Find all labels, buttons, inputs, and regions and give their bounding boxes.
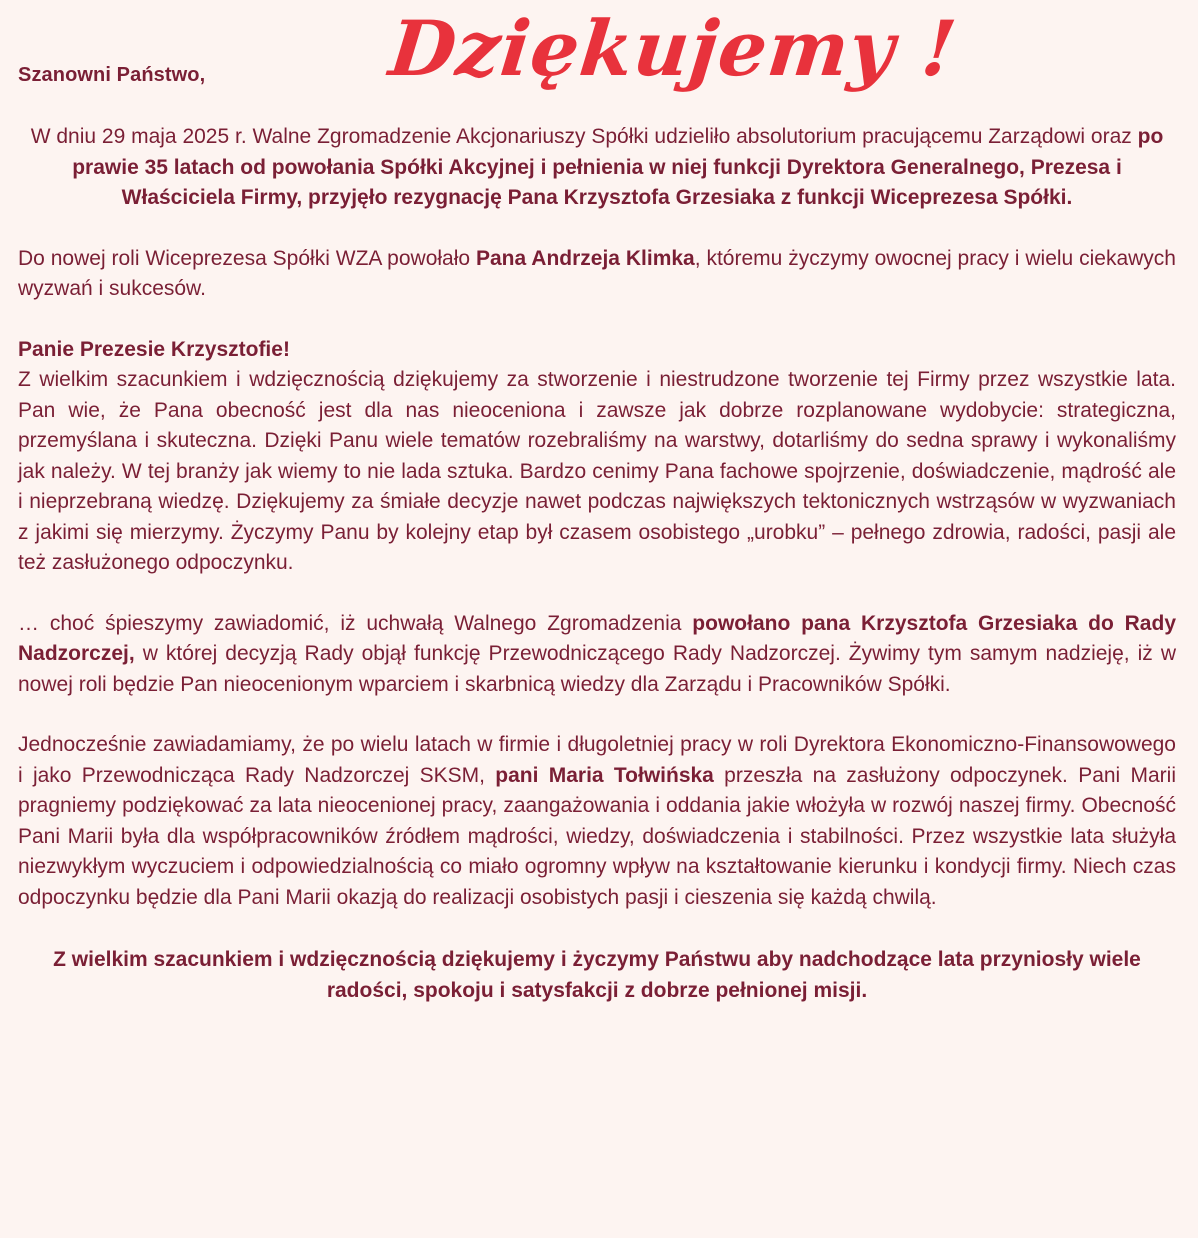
board-bold: powołano pana Krzysztofa Grzesiaka do Rady Nadzorczej,	[18, 611, 1176, 665]
appointment-tail: , któremu życzymy owocnej pracy i wielu ciekawych wyzwań i sukcesów.	[18, 246, 1176, 300]
board-lead: … choć śpieszymy zawiadomić, iż uchwałą Walnego Zgromadzenia	[18, 611, 693, 635]
salutation: Szanowni Państwo,	[18, 64, 206, 86]
intro-bold: po prawie 35 latach od powołania Spółki Akcyjnej i pełnienia w niej funkcji Dyrektora Generalnego, Prezesa i Właściciela Firmy, przyjęło rezygnację Pana Krzysztofa Grzesiaka z funkcji Wiceprezesa Spółki.	[72, 125, 1164, 209]
address-body: Z wielkim szacunkiem i wdzięcznością dziękujemy za stworzenie i niestrudzone tworzenie tej Firmy przez wszystkie lata. Pan wie, że Pana obecność jest dla nas nieoceniona i zawsze jak dobrze rozplanowane wydobycie: strategiczna, przemyślana i skuteczna. Dzięki Panu wiele tematów rozebraliśmy na warstwy, dotarliśmy do sedna sprawy i wykonaliśmy jak należy. W tej branży jak wiemy to nie lada sztuka. Bardzo cenimy Pana fachowe spojrzenie, doświadczenie, mądrość ale i nieprzebraną wiedzę. Dziękujemy za śmiałe decyzje nawet podczas największych tektonicznych wstrząsów w wyzwaniach z jakimi się mierzymy. Życzymy Panu by kolejny etap był czasem osobistego „urobku” – pełnego zdrowia, radości, pasji ale też zasłużonego odpoczynku.	[18, 368, 1176, 574]
letter	[18, 0, 1176, 1006]
appointment-lead: Do nowej roli Wiceprezesa Spółki WZA powołało	[18, 246, 476, 270]
appointment-paragraph	[18, 244, 1176, 305]
address-heading: Panie Prezesie Krzysztofie!	[18, 337, 290, 361]
board-paragraph	[18, 609, 1176, 701]
retirement-tail: przeszła na zasłużony odpoczynek. Pani Marii pragniemy podziękować za lata nieocenionej pracy, zaangażowania i oddania jakie włożyła w rozwój naszej firmy. Obecność Pani Marii była dla współpracowników źródłem mądrości, wiedzy, doświadczenia i stabilności. Przez wszystkie lata służyła niezwykłym wyczuciem i odpowiedzialnością co miało ogromny wpływ na kształtowanie kierunku i kondycji firmy. Niech czas odpoczynku będzie dla Pani Marii okazją do realizacji osobistych pasji i cieszenia się każdą chwilą.	[18, 763, 1177, 909]
retirement-lead: Jednocześnie zawiadamiamy, że po wielu latach w firmie i długoletniej pracy w roli Dyrektora Ekonomiczno-Finansowowego i jako Przewodnicząca Rady Nadzorczej SKSM,	[18, 733, 1176, 787]
thank-you-title: Dziękujemy !	[385, 4, 962, 93]
retirement-paragraph	[18, 730, 1176, 913]
appointment-name: Pana Andrzeja Klimka	[475, 246, 695, 270]
retirement-name: pani Maria Tołwińska	[495, 763, 714, 787]
closing-paragraph: Z wielkim szacunkiem i wdzięcznością dziękujemy i życzymy Państwu aby nadchodzące lata przyniosły wiele radości, spokoju i satysfakcji z dobrze pełnionej misji.	[53, 948, 1141, 1002]
intro-paragraph	[18, 122, 1176, 214]
intro-lead: W dniu 29 maja 2025 r. Walne Zgromadzenie Akcjonariuszy Spółki udzieliło absolutorium pracującemu Zarządowi oraz	[30, 125, 1138, 148]
board-tail: w której decyzją Rady objął funkcję Przewodniczącego Rady Nadzorczej. Żywimy tym samym nadzieję, iż w nowej roli będzie Pan nieocenionym wparciem i skarbnicą wiedzy dla Zarządu i Pracowników Spółki.	[18, 642, 1176, 696]
letter-header	[18, 0, 1176, 112]
